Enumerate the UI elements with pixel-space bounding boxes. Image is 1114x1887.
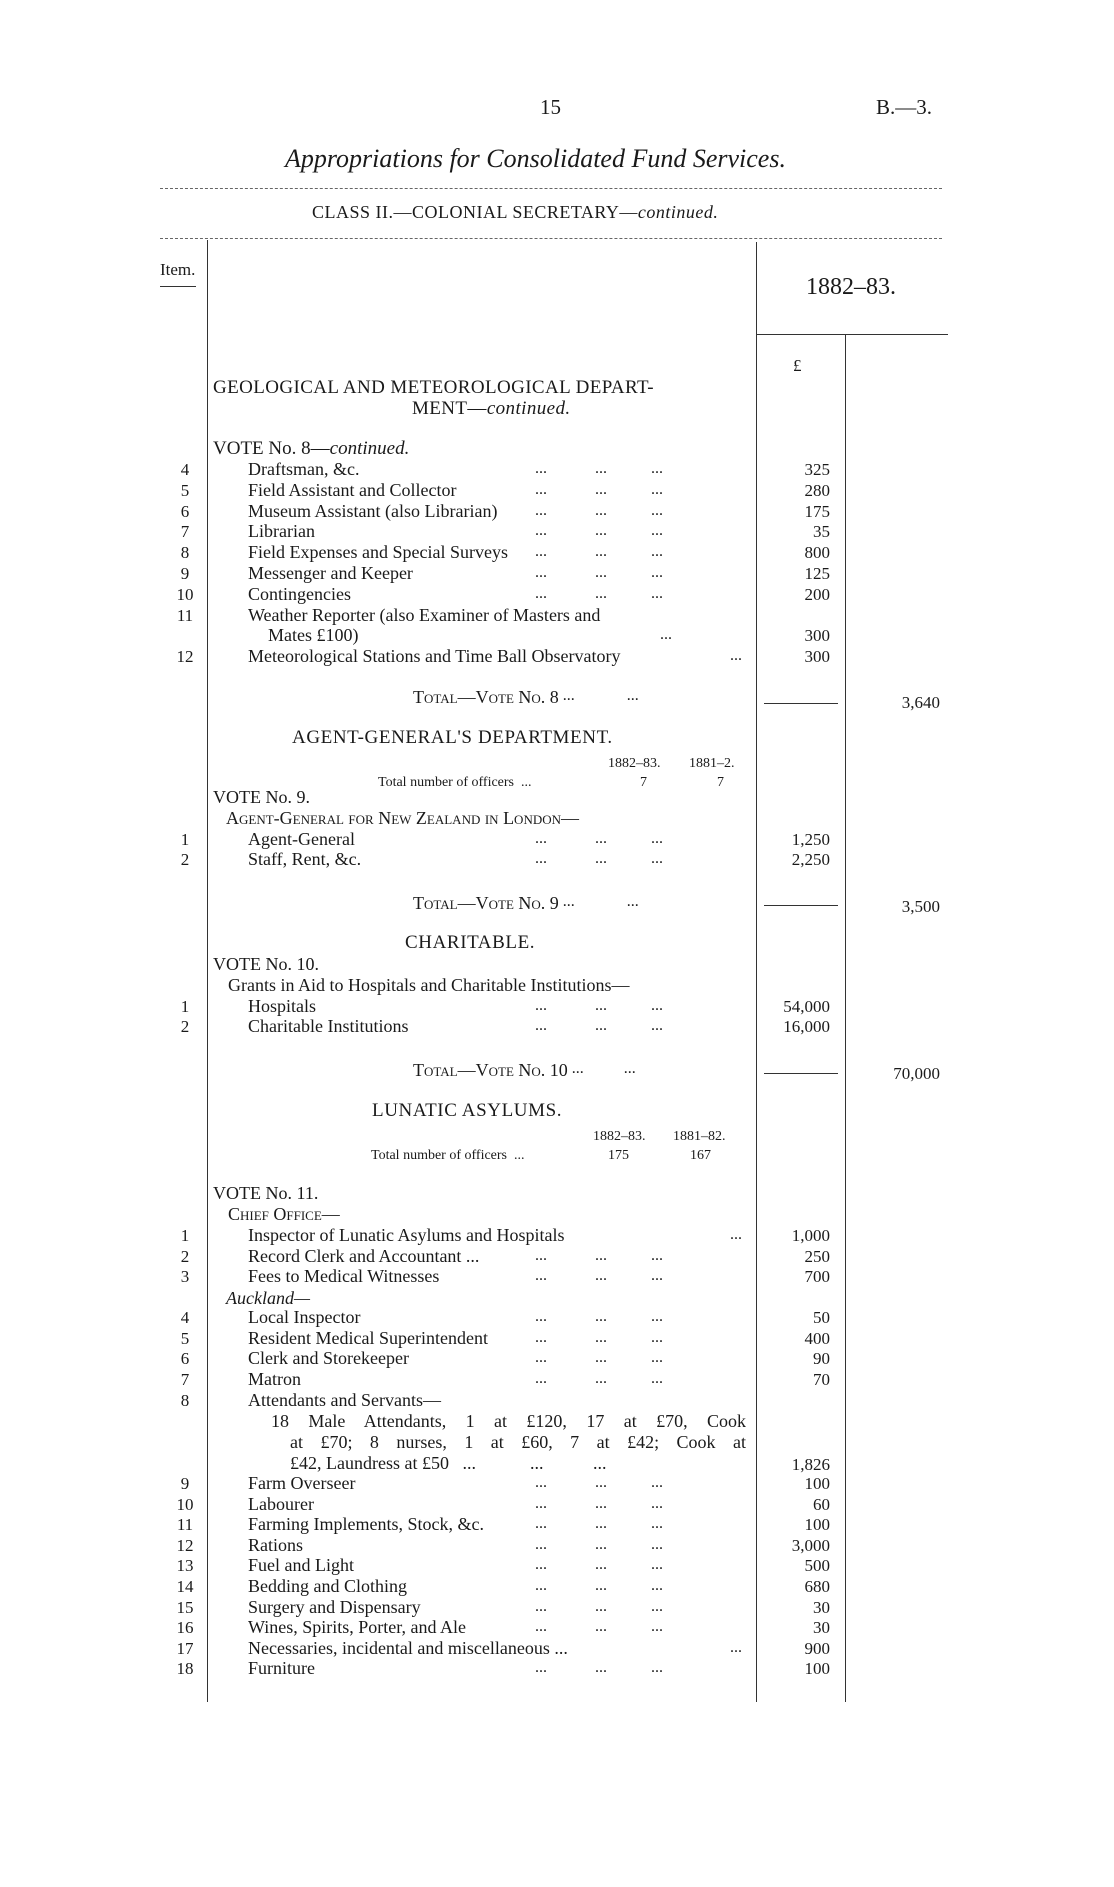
item-number: 9 xyxy=(180,1474,190,1493)
item-number: 15 xyxy=(176,1597,194,1617)
attendants-detail-3: £42, Laundress at £50 ... ... ... xyxy=(290,1453,607,1473)
leader-dots: ... ... ... xyxy=(535,1556,663,1574)
leader-dots: ... ... ... xyxy=(535,543,663,561)
item-number: 5 xyxy=(180,480,190,500)
item-description: Fuel and Light xyxy=(248,1555,354,1576)
item-description: Rations xyxy=(248,1534,304,1555)
item-number: 4 xyxy=(180,1308,190,1327)
item-amount: 1,000 xyxy=(791,1226,830,1245)
item-amount: 30 xyxy=(813,1618,830,1638)
item-amount: 700 xyxy=(804,1267,830,1286)
item-amount: 325 xyxy=(804,460,830,479)
vote-10-total-label: Total—Vote No. 10 ... ... xyxy=(413,1060,636,1080)
lunatic-officers-b: 167 xyxy=(690,1148,711,1163)
item-description: Necessaries, incidental and miscellaneous ... xyxy=(248,1637,568,1658)
item-amount: 100 xyxy=(804,1659,830,1679)
item-description: Contingencies xyxy=(248,583,351,604)
item-amount: 500 xyxy=(804,1556,830,1576)
item-description: Staff, Rent, &c. xyxy=(248,849,362,869)
item-amount: 1,250 xyxy=(791,830,830,849)
vote-8-label: VOTE No. 8—continued. xyxy=(213,438,410,459)
vote-10-label: VOTE No. 10. xyxy=(213,954,319,974)
attendants-detail-2: at £70; 8 nurses, 1 at £60, 7 at £42; Cook at xyxy=(290,1432,746,1452)
leader-dots: ... ... ... xyxy=(535,1494,663,1512)
item-amount: 200 xyxy=(804,584,830,604)
leader-dots: ... ... ... xyxy=(535,850,663,867)
leader-dots: ... xyxy=(730,647,742,665)
item-column-rule xyxy=(207,240,208,1702)
document-reference: B.—3. xyxy=(876,95,933,119)
lunatic-officers-a: 175 xyxy=(608,1148,629,1163)
item-amount: 60 xyxy=(813,1494,830,1514)
item-description: Messenger and Keeper xyxy=(248,563,413,583)
item-number: 6 xyxy=(180,1349,190,1368)
item-column-header: Item. xyxy=(160,260,196,279)
leader-dots: ... ... ... xyxy=(535,584,663,602)
item-description: Inspector of Lunatic Asylums and Hospitals xyxy=(248,1225,565,1245)
item-number: 3 xyxy=(180,1267,190,1286)
total-column-rule xyxy=(845,335,846,1702)
item-description: Draftsman, &c. xyxy=(248,459,360,479)
leader-dots: ... xyxy=(730,1226,742,1243)
item-description: Record Clerk and Accountant ... xyxy=(248,1245,480,1266)
item-description: Charitable Institutions xyxy=(248,1016,409,1036)
item-number: 2 xyxy=(180,1246,190,1266)
item-number: 12 xyxy=(176,647,194,667)
page-title: Appropriations for Consolidated Fund Services. xyxy=(285,144,786,173)
item-amount: 90 xyxy=(813,1349,830,1368)
vote-9-total-label: Total—Vote No. 9 ... ... xyxy=(413,893,639,913)
item-number: 16 xyxy=(176,1618,194,1638)
item-amount: 125 xyxy=(804,564,830,583)
item-description-cont: Mates £100) xyxy=(268,625,359,646)
item-amount: 54,000 xyxy=(783,997,830,1016)
item-number: 8 xyxy=(180,543,190,563)
item-description: Weather Reporter (also Examiner of Masters and xyxy=(248,604,601,625)
chief-office-label: Chief Office— xyxy=(228,1204,340,1224)
item-amount: 3,000 xyxy=(791,1535,830,1555)
vote-9-sub: Agent-General for New Zealand in London— xyxy=(226,808,580,828)
vote-10-total: 70,000 xyxy=(893,1064,940,1083)
vote-8-total: 3,640 xyxy=(901,693,940,712)
item-amount: 680 xyxy=(804,1577,830,1596)
leader-dots: ... ... ... xyxy=(535,997,663,1014)
item-amount: 300 xyxy=(804,647,830,667)
item-number: 11 xyxy=(176,1515,194,1535)
item-description: Meteorological Stations and Time Ball Observatory xyxy=(248,646,621,667)
agent-officers-label: Total number of officers ... xyxy=(378,775,532,790)
item-amount: 50 xyxy=(813,1308,830,1327)
item-description: Local Inspector xyxy=(248,1307,361,1327)
item-number: 5 xyxy=(180,1328,190,1348)
leader-dots: ... ... ... xyxy=(535,1515,663,1533)
vote-11-label: VOTE No. 11. xyxy=(213,1183,319,1203)
item-description: Hospitals xyxy=(248,996,317,1016)
item-description: Field Expenses and Special Surveys xyxy=(248,542,508,563)
item-amount: 35 xyxy=(813,522,830,542)
leader-dots: ... ... ... xyxy=(535,1618,663,1636)
item-amount: 16,000 xyxy=(783,1017,830,1036)
leader-dots: ... ... ... xyxy=(535,480,663,498)
item-number: 2 xyxy=(180,1017,190,1036)
leader-dots: ... ... ... xyxy=(535,1369,663,1387)
leader-dots: ... ... ... xyxy=(535,1328,663,1346)
item-description: Farm Overseer xyxy=(248,1473,356,1493)
item-description: Fees to Medical Witnesses xyxy=(248,1266,440,1286)
item-description: Clerk and Storekeeper xyxy=(248,1348,409,1368)
attendants-label: Attendants and Servants— xyxy=(248,1390,441,1410)
agent-year-b: 1881–2. xyxy=(689,756,735,771)
item-number: 4 xyxy=(180,460,190,479)
item-amount: 30 xyxy=(813,1597,830,1617)
charitable-heading: CHARITABLE. xyxy=(405,932,536,953)
geo-heading: GEOLOGICAL AND METEOROLOGICAL DEPART- xyxy=(213,377,654,398)
item-description: Wines, Spirits, Porter, and Ale xyxy=(248,1617,467,1638)
vote-9-total: 3,500 xyxy=(901,897,940,916)
class-heading: CLASS II.—COLONIAL SECRETARY—continued. xyxy=(312,202,719,222)
item-amount: 400 xyxy=(804,1328,830,1348)
leader-dots: ... ... ... xyxy=(535,1474,663,1491)
item-number: 8 xyxy=(180,1391,190,1410)
item-amount: 2,250 xyxy=(791,850,830,869)
geo-heading-cont: MENT—continued. xyxy=(412,398,571,419)
item-number: 18 xyxy=(176,1659,194,1679)
item-number: 17 xyxy=(176,1638,194,1658)
leader-dots: ... ... ... xyxy=(535,1349,663,1366)
item-description: Field Assistant and Collector xyxy=(248,479,457,500)
leader-dots: ... ... ... xyxy=(535,1246,663,1264)
leader-dots: ... ... ... xyxy=(535,1267,663,1284)
vote-8-total-label: Total—Vote No. 8 ... ... xyxy=(413,687,639,707)
item-number: 13 xyxy=(176,1556,194,1576)
agent-year-a: 1882–83. xyxy=(608,756,661,771)
leader-dots: ... ... ... xyxy=(535,460,663,477)
agent-officers-a: 7 xyxy=(640,775,647,790)
item-number: 2 xyxy=(180,850,190,869)
leader-dots: ... ... ... xyxy=(535,1308,663,1325)
item-description: Resident Medical Superintendent xyxy=(248,1327,488,1348)
item-number: 7 xyxy=(180,1369,190,1389)
item-description: Labourer xyxy=(248,1493,314,1514)
item-number: 6 xyxy=(180,501,190,521)
year-column-header: 1882–83. xyxy=(806,274,896,300)
item-number: 1 xyxy=(180,1226,190,1245)
item-description: Farming Implements, Stock, &c. xyxy=(248,1514,484,1535)
item-amount: 70 xyxy=(813,1369,830,1389)
auckland-label: Auckland— xyxy=(226,1288,310,1308)
leader-dots: ... ... ... xyxy=(535,1577,663,1594)
leader-dots: ... ... ... xyxy=(535,1597,663,1615)
leader-dots: ... ... ... xyxy=(535,1535,663,1553)
attendants-amount: 1,826 xyxy=(791,1455,830,1474)
item-number: 12 xyxy=(176,1535,194,1555)
item-number: 10 xyxy=(176,1494,194,1514)
currency-symbol: £ xyxy=(793,356,802,375)
item-amount: 250 xyxy=(804,1246,830,1266)
agent-heading: AGENT-GENERAL'S DEPARTMENT. xyxy=(292,727,613,748)
item-amount: 300 xyxy=(804,626,830,646)
item-description: Matron xyxy=(248,1368,301,1389)
item-description: Surgery and Dispensary xyxy=(248,1596,421,1617)
item-amount: 175 xyxy=(804,501,830,521)
item-description: Furniture xyxy=(248,1658,315,1679)
leader-dots: ... xyxy=(660,626,672,644)
lunatic-year-a: 1882–83. xyxy=(593,1129,646,1144)
item-number: 10 xyxy=(176,584,194,604)
item-amount: 100 xyxy=(804,1515,830,1535)
item-amount: 100 xyxy=(804,1474,830,1493)
item-number: 14 xyxy=(176,1577,194,1596)
lunatic-year-b: 1881–82. xyxy=(673,1129,726,1144)
leader-dots: ... ... ... xyxy=(535,830,663,847)
item-number: 1 xyxy=(180,830,190,849)
page-number: 15 xyxy=(540,95,561,119)
lunatic-heading: LUNATIC ASYLUMS. xyxy=(372,1100,563,1121)
item-number: 7 xyxy=(180,522,190,542)
item-description: Agent-General xyxy=(248,829,355,849)
vote-10-sub: Grants in Aid to Hospitals and Charitable Institutions— xyxy=(228,975,630,995)
lunatic-officers-label: Total number of officers ... xyxy=(371,1148,525,1163)
leader-dots: ... ... ... xyxy=(535,522,663,540)
item-number: 1 xyxy=(180,997,190,1016)
item-amount: 280 xyxy=(804,480,830,500)
leader-dots: ... ... ... xyxy=(535,1659,663,1677)
item-amount: 800 xyxy=(804,543,830,563)
item-number: 11 xyxy=(176,605,194,625)
item-description: Librarian xyxy=(248,521,315,542)
vote-9-label: VOTE No. 9. xyxy=(213,787,310,807)
item-description: Bedding and Clothing xyxy=(248,1576,407,1596)
item-number: 9 xyxy=(180,564,190,583)
agent-officers-b: 7 xyxy=(717,775,724,790)
leader-dots: ... ... ... xyxy=(535,564,663,581)
attendants-detail-1: 18 Male Attendants, 1 at £120, 17 at £70, Cook xyxy=(271,1411,746,1431)
item-description: Museum Assistant (also Librarian) xyxy=(248,500,498,521)
leader-dots: ... ... ... xyxy=(535,501,663,519)
leader-dots: ... xyxy=(730,1638,742,1656)
item-amount: 900 xyxy=(804,1638,830,1658)
leader-dots: ... ... ... xyxy=(535,1017,663,1034)
